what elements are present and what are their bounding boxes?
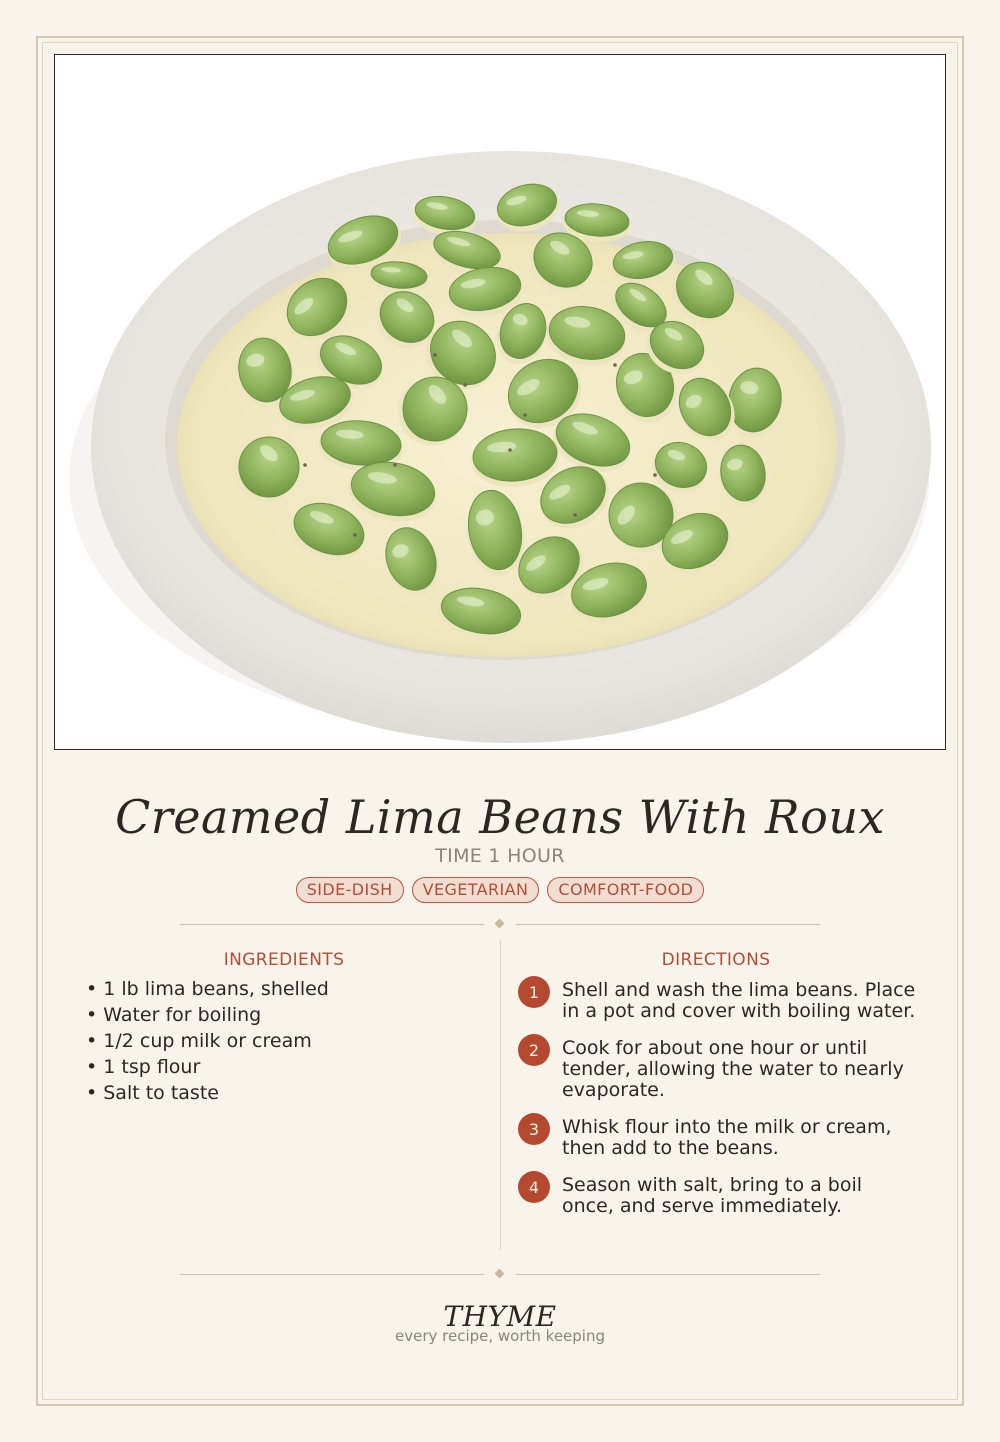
ingredient-item: • 1/2 cup milk or cream <box>86 1028 466 1054</box>
step-text: Season with salt, bring to a boil once, and serve immediately. <box>562 1174 863 1217</box>
ingredient-item: • 1 lb lima beans, shelled <box>86 976 466 1002</box>
direction-step <box>518 976 918 1022</box>
dish-illustration <box>54 54 946 750</box>
tag-list <box>0 877 1000 903</box>
directions-list <box>518 976 918 1229</box>
recipe-title: Creamed Lima Beans With Roux <box>115 790 885 844</box>
pepper-speck <box>653 473 657 477</box>
step-number-badge: 4 <box>518 1171 550 1203</box>
step-text: Cook for about one hour or until tender, allowing the water to nearly evaporate. <box>562 1037 904 1101</box>
step-number-badge: 1 <box>518 976 550 1008</box>
tag-side-dish[interactable]: SIDE-DISH <box>296 877 404 903</box>
step-number-badge: 3 <box>518 1113 550 1145</box>
step-text: Shell and wash the lima beans. Place in a pot and cover with boiling water. <box>562 979 916 1022</box>
ingredients-heading: INGREDIENTS <box>223 950 345 970</box>
pepper-speck <box>508 448 512 452</box>
brand-tagline: every recipe, worth keeping <box>394 1327 605 1345</box>
pepper-speck <box>463 383 467 387</box>
pepper-speck <box>353 533 357 537</box>
cook-time: TIME 1 HOUR <box>435 845 565 867</box>
directions-heading: DIRECTIONS <box>661 950 771 970</box>
ingredients-list <box>86 976 466 1106</box>
step-number-badge: 2 <box>518 1034 550 1066</box>
section-divider-top <box>180 918 820 930</box>
step-text: Whisk flour into the milk or cream, then add to the beans. <box>562 1116 892 1159</box>
tag-comfort-food[interactable]: COMFORT-FOOD <box>547 877 704 903</box>
tag-vegetarian[interactable]: VEGETARIAN <box>412 877 540 903</box>
direction-step <box>518 1171 918 1217</box>
direction-step <box>518 1113 918 1159</box>
brand-name: THYME <box>443 1300 557 1333</box>
pepper-speck <box>303 463 307 467</box>
pepper-speck <box>523 413 527 417</box>
diamond-ornament-icon <box>495 919 505 929</box>
direction-step <box>518 1034 918 1101</box>
column-divider <box>500 940 501 1250</box>
pepper-speck <box>573 513 577 517</box>
diamond-ornament-icon <box>495 1269 505 1279</box>
section-divider-bottom <box>180 1268 820 1280</box>
pepper-speck <box>433 353 437 357</box>
pepper-speck <box>613 363 617 367</box>
ingredient-item: • 1 tsp flour <box>86 1054 466 1080</box>
ingredient-item: • Salt to taste <box>86 1080 466 1106</box>
pepper-speck <box>393 463 397 467</box>
ingredient-item: • Water for boiling <box>86 1002 466 1028</box>
bowl-of-creamed-lima-beans <box>55 55 946 750</box>
